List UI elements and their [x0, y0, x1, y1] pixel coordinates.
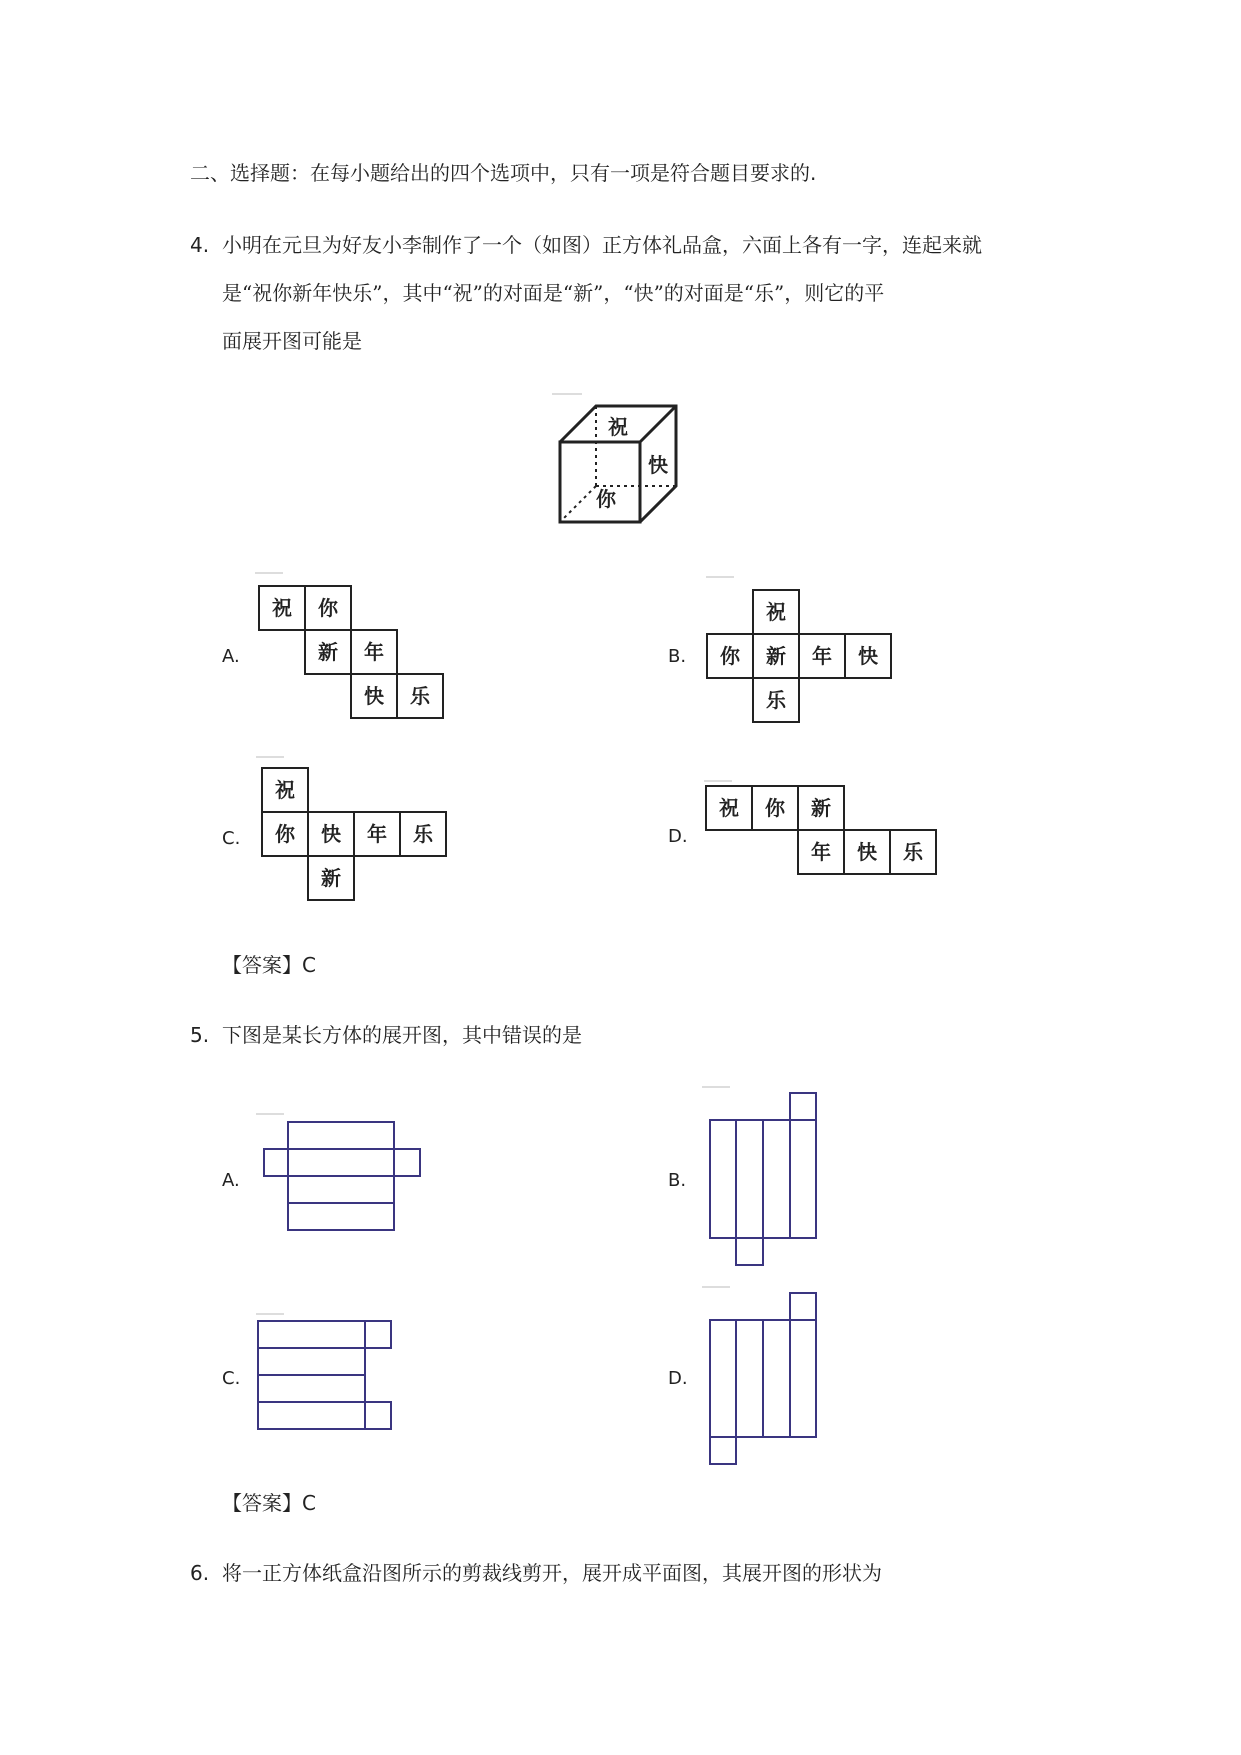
q4-option-c-label: C. — [222, 828, 241, 849]
q4d-cell: 快 — [857, 840, 877, 864]
q4c-cell: 你 — [275, 822, 295, 846]
q4-line-1: 小明在元旦为好友小李制作了一个（如图）正方体礼品盒，六面上各有一字，连起来就 — [222, 233, 982, 257]
q4a-cell: 年 — [364, 640, 384, 664]
q4-option-d-label: D. — [668, 826, 688, 847]
q4a-cell: 你 — [318, 596, 338, 620]
section-heading: 二、选择题：在每小题给出的四个选项中，只有一项是符合题目要求的. — [190, 161, 817, 185]
q5-option-b-net — [700, 1086, 840, 1266]
q5-option-c-label: C. — [222, 1368, 241, 1389]
q5-option-d-net — [700, 1286, 840, 1466]
q4-line-2: 是“祝你新年快乐”，其中“祝”的对面是“新”，“快”的对面是“乐”，则它的平 — [222, 281, 885, 305]
q6-number: 6. — [190, 1561, 210, 1585]
q4b-cell: 年 — [812, 644, 832, 668]
q4d-cell: 乐 — [903, 840, 923, 864]
q5-option-a-net — [254, 1112, 434, 1242]
q4d-cell: 你 — [765, 796, 785, 820]
q5-option-d-label: D. — [668, 1368, 688, 1389]
q4c-cell: 祝 — [275, 778, 295, 802]
q4-option-a-label: A. — [222, 646, 240, 667]
q4c-cell: 年 — [367, 822, 387, 846]
q5-number: 5. — [190, 1023, 210, 1047]
q4c-cell: 快 — [321, 822, 341, 846]
q4-option-b-net — [704, 576, 904, 736]
q4a-cell: 祝 — [272, 596, 292, 620]
q4d-cell: 新 — [811, 796, 831, 820]
q4-number: 4. — [190, 233, 210, 257]
q5-text: 下图是某长方体的展开图，其中错误的是 — [222, 1023, 582, 1047]
q4a-cell: 新 — [318, 640, 338, 664]
q5-option-c-net — [250, 1312, 410, 1442]
q4a-cell: 乐 — [410, 684, 430, 708]
cube-face-right: 快 — [648, 453, 668, 477]
q5-answer: 【答案】C — [222, 1491, 316, 1515]
cube-face-top: 祝 — [608, 415, 628, 439]
q4-option-b-label: B. — [668, 646, 687, 667]
q4-option-d-net — [702, 780, 952, 890]
q4b-cell: 乐 — [766, 688, 786, 712]
q4d-cell: 祝 — [719, 796, 739, 820]
q4b-cell: 快 — [858, 644, 878, 668]
cube-face-front: 你 — [596, 487, 616, 511]
q5-option-b-label: B. — [668, 1170, 687, 1191]
q5-option-a-label: A. — [222, 1170, 240, 1191]
q4c-cell: 乐 — [413, 822, 433, 846]
q6-text: 将一正方体纸盒沿图所示的剪裁线剪开，展开成平面图，其展开图的形状为 — [222, 1561, 882, 1585]
q4b-cell: 新 — [766, 644, 786, 668]
cube-figure — [550, 390, 690, 530]
q4b-cell: 你 — [720, 644, 740, 668]
q4d-cell: 年 — [811, 840, 831, 864]
q4-line-3: 面展开图可能是 — [222, 329, 362, 353]
q4-option-a-net — [255, 572, 455, 732]
q4a-cell: 快 — [364, 684, 384, 708]
q4-option-c-net — [256, 756, 456, 916]
q4c-cell: 新 — [321, 866, 341, 890]
q4b-cell: 祝 — [766, 600, 786, 624]
q4-answer: 【答案】C — [222, 953, 316, 977]
